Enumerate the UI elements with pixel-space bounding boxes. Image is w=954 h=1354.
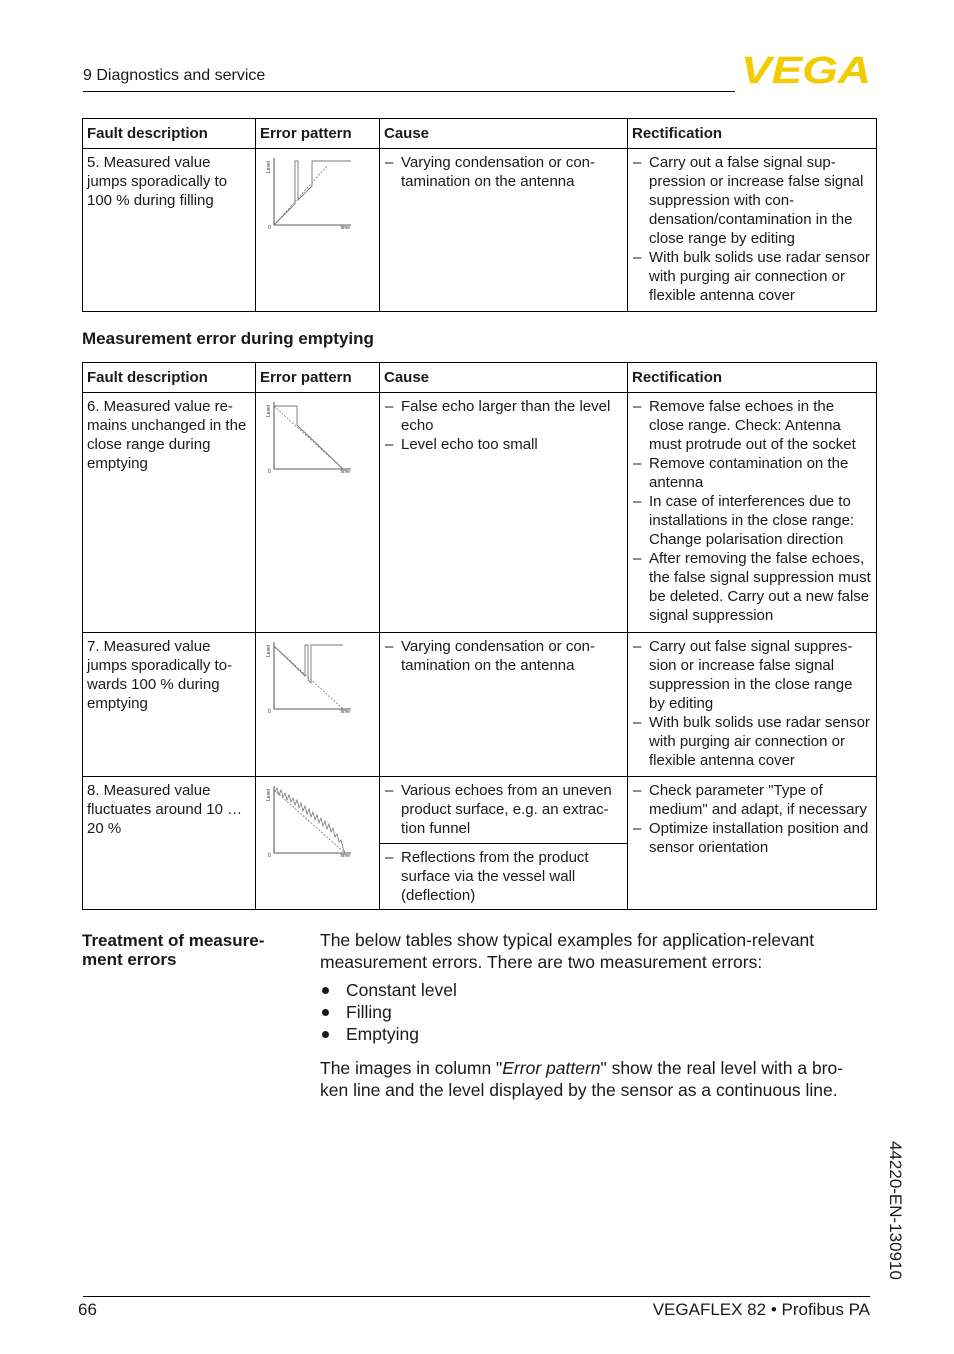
error-pattern (256, 633, 380, 777)
chart-xlabel: time (340, 469, 350, 475)
rectification (628, 149, 877, 312)
fault-description: 5. Measured value jumps sporadically to 100 % during filling (83, 149, 256, 312)
cause (380, 633, 628, 777)
emptying-fault-table (82, 362, 877, 910)
col-cause: Cause (380, 363, 628, 393)
chart-xlabel: time (340, 225, 350, 231)
col-rectification: Rectification (628, 363, 877, 393)
rectification-list (632, 781, 872, 857)
rectification (628, 777, 877, 910)
col-error-pattern: Error pattern (256, 363, 380, 393)
list-item: – Remove contamination on the antenna (632, 454, 872, 492)
table-header-row (83, 363, 877, 393)
col-error-pattern: Error pattern (256, 119, 380, 149)
document-code: 44220-EN-130910 (886, 1141, 905, 1280)
list-item: – Level echo too small (384, 435, 623, 454)
col-rectification: Rectification (628, 119, 877, 149)
cause-list (384, 781, 623, 838)
treatment-body (320, 929, 860, 1101)
cause-list (384, 397, 623, 454)
running-header: 9 Diagnostics and service (83, 67, 735, 92)
chart-origin: 0 (268, 853, 271, 859)
list-item: – In case of interferences due to installations in the close range: Change polarisation direction (632, 492, 872, 549)
chart-xlabel: time (340, 853, 350, 859)
error-pattern-chart-8 (265, 782, 355, 862)
chart-ylabel: Level (266, 645, 272, 657)
note-emphasis: Error pattern (502, 1058, 601, 1078)
measurement-error-list (320, 979, 860, 1045)
cause (380, 777, 628, 844)
vega-logo (740, 52, 873, 86)
table-header-row (83, 119, 877, 149)
table-row (83, 777, 877, 844)
chart-ylabel: Level (266, 789, 272, 801)
cause (380, 844, 628, 910)
chart-ylabel: Level (266, 161, 272, 173)
fault-description: 7. Measured value jumps sporadically towards 100 % during emptying (83, 633, 256, 777)
table-row (83, 393, 877, 633)
rectification-list (632, 397, 872, 625)
col-fault-description: Fault description (83, 119, 256, 149)
rectification-list (632, 153, 872, 305)
list-item: – Reflections from the product surface via the vessel wall (deflection) (384, 848, 623, 905)
fault-description: 8. Measured value fluctuates around 10 … 20 % (83, 777, 256, 910)
fault-description: 6. Measured value remains unchanged in the close range during emptying (83, 393, 256, 633)
cause (380, 149, 628, 312)
error-pattern-chart-5 (265, 154, 355, 234)
table-row (83, 633, 877, 777)
error-pattern-chart-7 (265, 638, 355, 718)
cause-list (384, 848, 623, 905)
error-pattern (256, 777, 380, 910)
error-pattern-chart-6 (265, 398, 355, 478)
cause-list (384, 153, 623, 191)
note-text-start: The images in column " (320, 1058, 503, 1078)
list-item: – Carry out false signal suppression or increase false signal suppression in the close range by editing (632, 637, 872, 713)
chart-origin: 0 (268, 225, 271, 231)
list-item: – Remove false echoes in the close range. Check: Antenna must protrude out of the socket (632, 397, 872, 454)
col-cause: Cause (380, 119, 628, 149)
list-item: – False echo larger than the level echo (384, 397, 623, 435)
list-item: Constant level (320, 979, 860, 1001)
error-pattern (256, 393, 380, 633)
filling-fault-table (82, 118, 877, 312)
page-number: 66 (78, 1300, 97, 1319)
rectification (628, 393, 877, 633)
note-text-end: " show the real level with a broken line and the level displayed by the sensor as a continuous line. (320, 1058, 844, 1100)
list-item: – With bulk solids use radar sensor with purging air connection or flexible antenna cover (632, 713, 872, 770)
treatment-note (320, 1057, 860, 1101)
error-pattern (256, 149, 380, 312)
list-item: – Carry out a false signal suppression or increase false signal suppression with condensation/contamination in the close range by editing (632, 153, 872, 248)
chart-xlabel: time (340, 709, 350, 715)
chart-origin: 0 (268, 469, 271, 475)
section-heading: Measurement error during emptying (82, 329, 374, 348)
list-item: – After removing the false echoes, the false signal suppression must be deleted. Carry out a new false signal suppression (632, 549, 872, 625)
list-item: – Various echoes from an uneven product surface, e.g. an extraction funnel (384, 781, 623, 838)
treatment-heading: Treatment of measurement errors (82, 931, 265, 969)
footer-divider (83, 1296, 870, 1297)
list-item: – Optimize installation position and sensor orientation (632, 819, 872, 857)
list-item: Filling (320, 1001, 860, 1023)
col-fault-description: Fault description (83, 363, 256, 393)
rectification (628, 633, 877, 777)
rectification-list (632, 637, 872, 770)
chart-ylabel: Level (266, 405, 272, 417)
list-item: – Check parameter "Type of medium" and adapt, if necessary (632, 781, 872, 819)
vega-logo-text: VEGA (741, 52, 871, 86)
list-item: – With bulk solids use radar sensor with purging air connection or flexible antenna cover (632, 248, 872, 305)
table-row (83, 149, 877, 312)
list-item: – Varying condensation or contamination on the antenna (384, 153, 623, 191)
cause (380, 393, 628, 633)
list-item: Emptying (320, 1023, 860, 1045)
product-name: VEGAFLEX 82 • Profibus PA (652, 1300, 870, 1319)
list-item: – Varying condensation or contamination on the antenna (384, 637, 623, 675)
chart-origin: 0 (268, 709, 271, 715)
treatment-intro: The below tables show typical examples for application-relevant measurement errors. There are two measurement errors: (320, 930, 815, 972)
cause-list (384, 637, 623, 675)
